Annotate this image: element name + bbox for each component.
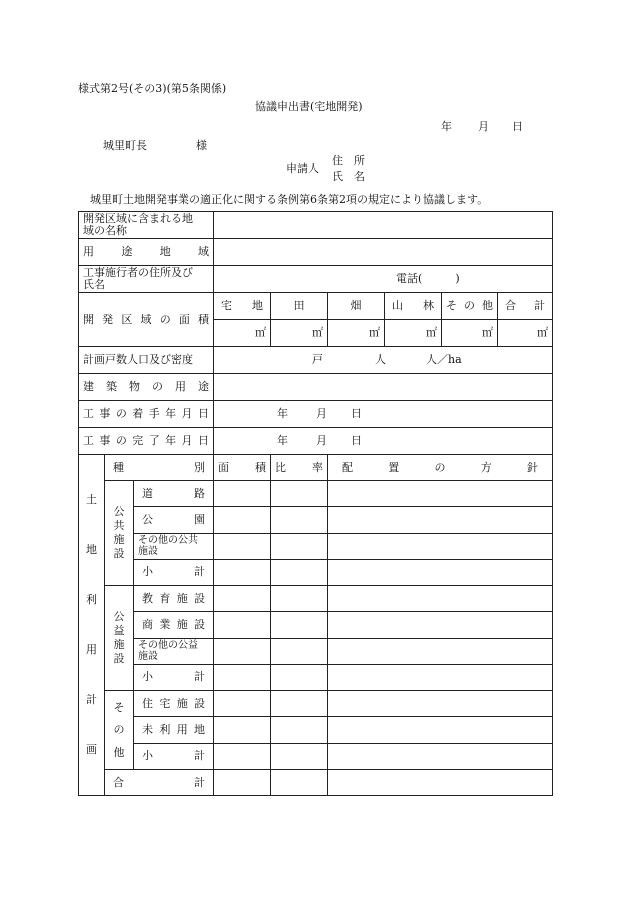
other-subtotal-area[interactable] <box>214 743 271 769</box>
public-subtotal-area[interactable] <box>214 559 271 585</box>
other-public-ratio[interactable] <box>271 533 328 559</box>
building-use-field[interactable] <box>214 374 553 401</box>
unused-land-ratio[interactable] <box>271 717 328 743</box>
builder-field[interactable] <box>214 266 553 293</box>
date-day-label: 日 <box>512 120 523 133</box>
other-benefit-ratio[interactable] <box>271 638 328 664</box>
grand-total-area[interactable] <box>214 770 271 796</box>
land-type-total: 合 計 <box>498 293 553 320</box>
grand-total-label: 合 計 <box>105 770 214 796</box>
date-month-label: 月 <box>478 120 489 133</box>
houses-unit: 戸 <box>312 353 324 366</box>
item-unused-land: 未 利 用 地 <box>134 717 214 743</box>
public-subtotal-policy[interactable] <box>328 559 553 585</box>
item-other-benefit: その他の公益 施設 <box>134 638 214 664</box>
item-road: 道 路 <box>134 481 214 507</box>
honorific: 様 <box>196 139 207 152</box>
item-commercial: 商 業 施 設 <box>134 612 214 638</box>
density-unit: 人／ha <box>426 353 462 366</box>
road-area[interactable] <box>214 481 271 507</box>
paddy-area-field[interactable]: ㎡ <box>271 320 328 347</box>
phone-label: 電話( ) <box>396 272 460 285</box>
col-type-header: 種 別 <box>105 455 214 481</box>
item-other-public: その他の公共 施設 <box>134 533 214 559</box>
zone-label: 用 途 地 域 <box>79 239 214 266</box>
addressee: 城里町長 <box>103 139 147 152</box>
builder-label: 工事施行者の住所及び 氏名 <box>79 266 214 293</box>
address-label: 住 所 <box>332 154 365 167</box>
other-area-field[interactable]: ㎡ <box>442 320 498 347</box>
start-date-label: 工 事 の 着 手 年 月 日 <box>79 401 214 428</box>
other-public-policy[interactable] <box>328 533 553 559</box>
commercial-area[interactable] <box>214 612 271 638</box>
benefit-facilities-label: 公 益 施 設 <box>105 586 134 691</box>
other-benefit-policy[interactable] <box>328 638 553 664</box>
people-unit: 人 <box>375 353 387 366</box>
applicant-label: 申請人 <box>286 162 319 175</box>
col-ratio-header: 比 率 <box>271 455 328 481</box>
land-type-paddy: 田 <box>271 293 328 320</box>
other-benefit-area[interactable] <box>214 638 271 664</box>
other-subtotal-ratio[interactable] <box>271 743 328 769</box>
land-type-forest: 山 林 <box>385 293 442 320</box>
end-date-field[interactable]: 年 月 日 <box>214 428 553 455</box>
public-subtotal-ratio[interactable] <box>271 559 328 585</box>
education-area[interactable] <box>214 586 271 612</box>
commercial-ratio[interactable] <box>271 612 328 638</box>
start-date-field[interactable]: 年 月 日 <box>214 401 553 428</box>
col-policy-header: 配 置 の 方 針 <box>328 455 553 481</box>
forest-area-field[interactable]: ㎡ <box>385 320 442 347</box>
benefit-subtotal-ratio[interactable] <box>271 664 328 690</box>
item-benefit-subtotal: 小 計 <box>134 664 214 690</box>
field-area-field[interactable]: ㎡ <box>328 320 385 347</box>
item-other-subtotal: 小 計 <box>134 743 214 769</box>
item-park: 公 園 <box>134 507 214 533</box>
education-ratio[interactable] <box>271 586 328 612</box>
other-subtotal-policy[interactable] <box>328 743 553 769</box>
land-type-residential: 宅 地 <box>214 293 271 320</box>
public-facilities-label: 公 共 施 設 <box>105 481 134 586</box>
education-policy[interactable] <box>328 586 553 612</box>
plan-pop-field[interactable] <box>214 347 553 374</box>
park-area[interactable] <box>214 507 271 533</box>
land-type-field: 畑 <box>328 293 385 320</box>
landuse-plan-label: 土 地 利 用 計 画 <box>79 455 105 796</box>
park-policy[interactable] <box>328 507 553 533</box>
item-public-subtotal: 小 計 <box>134 559 214 585</box>
area-name-field[interactable] <box>214 212 553 239</box>
housing-policy[interactable] <box>328 691 553 717</box>
item-housing: 住 宅 施 設 <box>134 691 214 717</box>
grand-total-policy[interactable] <box>328 770 553 796</box>
building-use-label: 建 築 物 の 用 途 <box>79 374 214 401</box>
dev-area-label: 開 発 区 域 の 面 積 <box>79 293 214 347</box>
unused-land-area[interactable] <box>214 717 271 743</box>
grand-total-ratio[interactable] <box>271 770 328 796</box>
form-number: 様式第2号(その3)(第5条関係) <box>78 82 227 95</box>
park-ratio[interactable] <box>271 507 328 533</box>
intro-text: 城里町土地開発事業の適正化に関する条例第6条第2項の規定により協議します。 <box>90 193 489 206</box>
road-ratio[interactable] <box>271 481 328 507</box>
other-group-label: そ の 他 <box>105 691 134 770</box>
col-area-header: 面 積 <box>214 455 271 481</box>
date-year-label: 年 <box>441 120 452 133</box>
end-date-label: 工 事 の 完 了 年 月 日 <box>79 428 214 455</box>
application-table <box>78 211 553 796</box>
item-education: 教 育 施 設 <box>134 586 214 612</box>
land-type-other: そ の 他 <box>442 293 498 320</box>
name-label: 氏 名 <box>332 170 365 183</box>
residential-area-field[interactable]: ㎡ <box>214 320 271 347</box>
commercial-policy[interactable] <box>328 612 553 638</box>
unused-land-policy[interactable] <box>328 717 553 743</box>
housing-area[interactable] <box>214 691 271 717</box>
other-public-area[interactable] <box>214 533 271 559</box>
housing-ratio[interactable] <box>271 691 328 717</box>
zone-field[interactable] <box>214 239 553 266</box>
benefit-subtotal-policy[interactable] <box>328 664 553 690</box>
plan-pop-label: 計画戸数人口及び密度 <box>79 347 214 374</box>
benefit-subtotal-area[interactable] <box>214 664 271 690</box>
road-policy[interactable] <box>328 481 553 507</box>
total-area-field[interactable]: ㎡ <box>498 320 553 347</box>
area-name-label: 開発区域に含まれる地 域の名称 <box>79 212 214 239</box>
document-title: 協議申出書(宅地開発) <box>255 100 363 113</box>
